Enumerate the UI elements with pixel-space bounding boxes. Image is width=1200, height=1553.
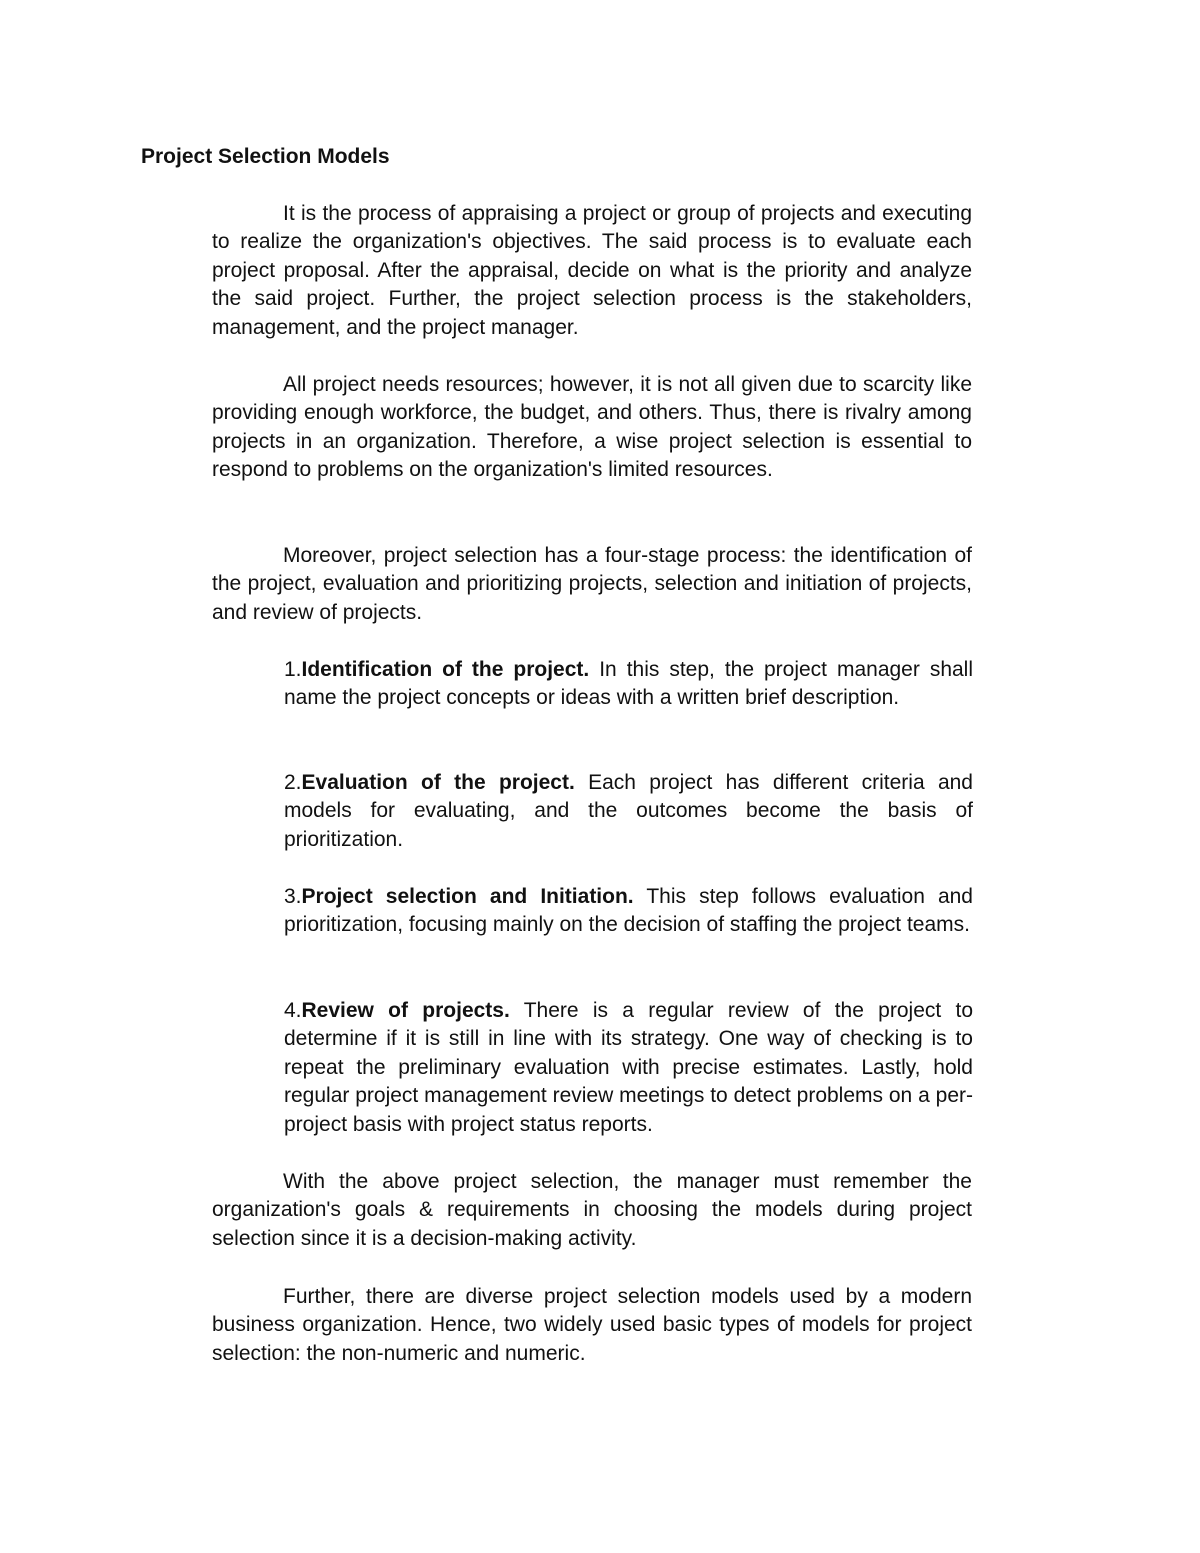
step-number: 2. bbox=[284, 771, 302, 794]
step-heading: Review of projects. bbox=[301, 999, 510, 1022]
step-heading: Evaluation of the project. bbox=[301, 771, 575, 794]
step-item-evaluation bbox=[284, 769, 973, 854]
step-item-selection-initiation bbox=[284, 883, 973, 940]
step-text: Each project has different criteria and models for evaluating, and the outcomes become the basis of prioritization. bbox=[284, 771, 973, 851]
step-text: This step follows evaluation and prioritization, focusing mainly on the decision of staffing the project teams. bbox=[284, 885, 973, 937]
paragraph-manager-goals: With the above project selection, the manager must remember the organization's goals & requirements in choosing the models during project selection since it is a decision-making activity. bbox=[212, 1170, 972, 1250]
step-heading: Identification of the project. bbox=[301, 658, 590, 681]
step-item-review bbox=[284, 997, 973, 1139]
paragraph-resources: All project needs resources; however, it is not all given due to scarcity like providing enough workforce, the budget, and others. Thus, there is rivalry among projects in an organization. Therefore, a wise project selection is essential to respond to problems on the organization's limited resources. bbox=[212, 373, 972, 482]
page-title: Project Selection Models bbox=[141, 145, 390, 168]
paragraph-four-stage: Moreover, project selection has a four-stage process: the identification of the project, evaluation and prioritizing projects, selection and initiation of projects, and review of projects. bbox=[212, 544, 972, 624]
step-number: 1. bbox=[284, 658, 302, 681]
step-heading: Project selection and Initiation. bbox=[301, 885, 634, 908]
step-number: 3. bbox=[284, 885, 302, 908]
paragraph-model-types: Further, there are diverse project selection models used by a modern business organization. Hence, two widely used basic types of models for project selection: the non-numeric and numeric. bbox=[212, 1285, 972, 1365]
paragraph-definition: It is the process of appraising a project or group of projects and executing to realize the organization's objectives. The said process is to evaluate each project proposal. After the appraisal, decide on what is the priority and analyze the said project. Further, the project selection process is the stakeholders, management, and the project manager. bbox=[212, 202, 972, 339]
step-text: There is a regular review of the project to determine if it is still in line with its strategy. One way of checking is to repeat the preliminary evaluation with precise estimates. Lastly, hold regular project management review meetings to detect problems on a per-project basis with project status reports. bbox=[284, 999, 974, 1136]
step-item-identification bbox=[284, 656, 973, 713]
step-number: 4. bbox=[284, 999, 302, 1022]
step-text: In this step, the project manager shall name the project concepts or ideas with a written brief description. bbox=[284, 658, 974, 710]
